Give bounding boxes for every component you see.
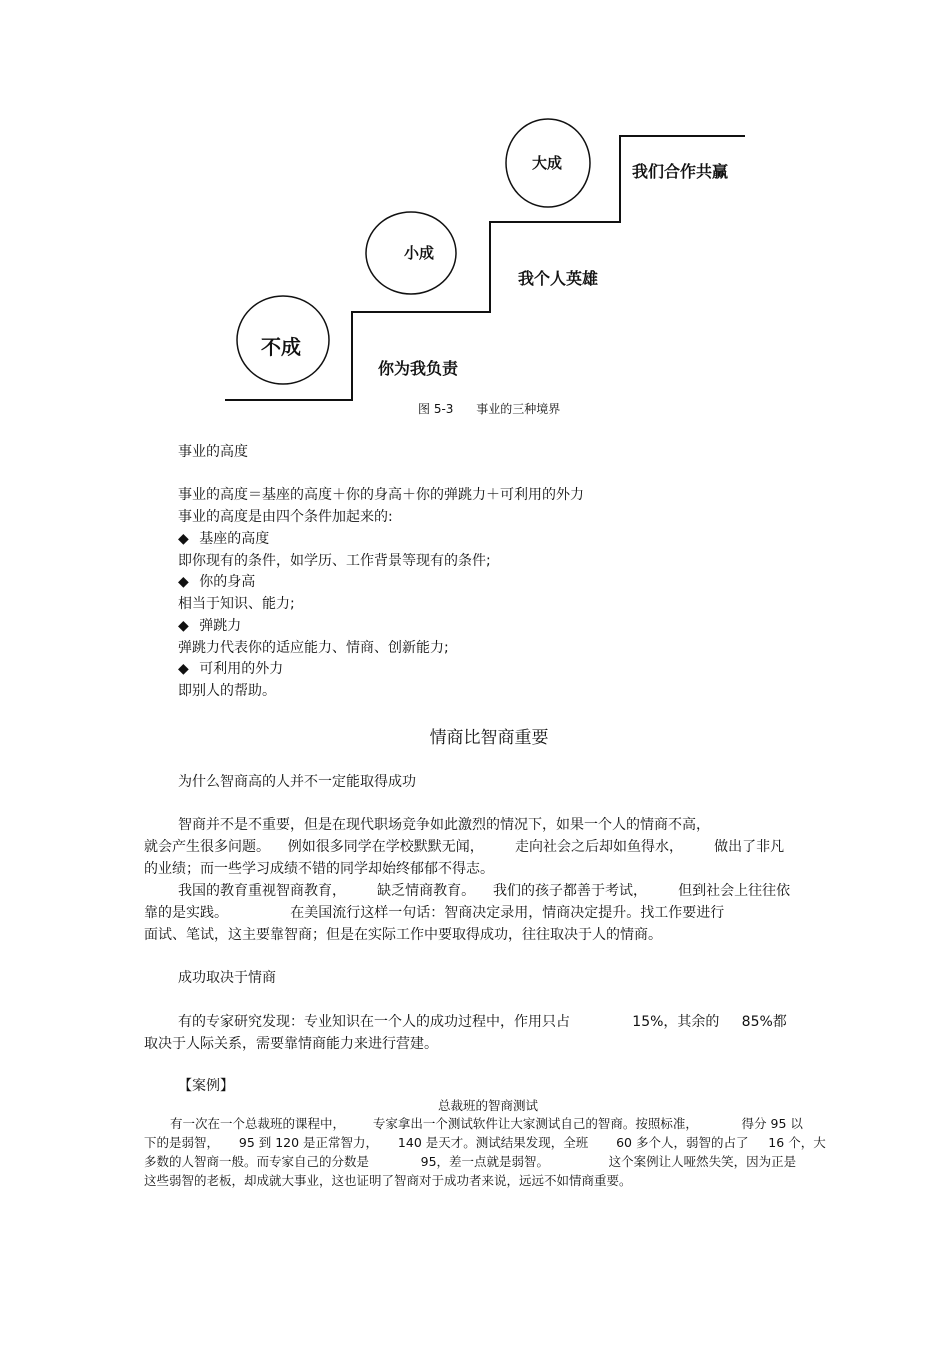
stage-caption-1: 你为我负责 bbox=[378, 359, 459, 378]
paragraph-line: 靠的是实践。 在美国流行这样一句话：智商决定录用，情商决定提升。找工作要进行 bbox=[144, 905, 725, 921]
stage-label-3: 大成 bbox=[531, 154, 563, 172]
case-line: 有一次在一个总裁班的课程中， 专家拿出一个测试软件让大家测试自己的智商。按照标准， 得分 95 以 bbox=[170, 1116, 803, 1131]
bullet-item bbox=[178, 571, 255, 593]
bullet-icon: ◆ bbox=[178, 618, 189, 634]
figure-caption: 图 5-3 事业的三种境界 bbox=[418, 402, 561, 416]
bullet-desc: 即你现有的条件，如学历、工作背景等现有的条件; bbox=[178, 553, 491, 569]
paragraph-line: 的业绩；而一些学习成绩不错的同学却始终郁郁不得志。 bbox=[144, 861, 494, 877]
bullet-title: 基座的高度 bbox=[199, 531, 270, 547]
section-title: 情商比智商重要 bbox=[429, 728, 549, 748]
bullet-icon: ◆ bbox=[178, 574, 189, 590]
paragraph-line: 取决于人际关系，需要靠情商能力来进行营建。 bbox=[144, 1036, 438, 1052]
paragraph-line: 面试、笔试，这主要靠智商；但是在实际工作中要取得成功，往往取决于人的情商。 bbox=[144, 927, 662, 943]
section-heading: 事业的高度 bbox=[178, 444, 248, 460]
bullet-item bbox=[178, 528, 269, 550]
case-label: 【案例】 bbox=[178, 1078, 234, 1094]
section-intro: 事业的高度是由四个条件加起来的: bbox=[178, 509, 393, 525]
height-formula: 事业的高度＝基座的高度＋你的身高＋你的弹跳力＋可利用的外力 bbox=[178, 487, 584, 503]
bullet-title: 可利用的外力 bbox=[199, 661, 284, 677]
paragraph-line: 有的专家研究发现：专业知识在一个人的成功过程中，作用只占 15%，其余的 85%都 bbox=[178, 1014, 787, 1030]
case-line: 多数的人智商一般。而专家自己的分数是 95，差一点就是弱智。 这个案例让人哑然失笑，因为正是 bbox=[144, 1154, 797, 1169]
bullet-icon: ◆ bbox=[178, 661, 189, 677]
case-line: 下的是弱智， 95 到 120 是正常智力， 140 是天才。测试结果发现，全班 60 多个人，弱智的占了 16 个，大 bbox=[144, 1135, 826, 1150]
bullet-icon: ◆ bbox=[178, 531, 189, 547]
subheading: 为什么智商高的人并不一定能取得成功 bbox=[178, 774, 416, 790]
paragraph-line: 就会产生很多问题。 例如很多同学在学校默默无闻， 走向社会之后却如鱼得水， 做出了非凡 bbox=[144, 839, 785, 855]
paragraph-line: 我国的教育重视智商教育， 缺乏情商教育。 我们的孩子都善于考试， 但到社会上往往依 bbox=[178, 883, 791, 899]
stage-caption-2: 我个人英雄 bbox=[518, 269, 599, 288]
career-stairs-diagram bbox=[0, 0, 950, 420]
case-line: 这些弱智的老板，却成就大事业，这也证明了智商对于成功者来说，远远不如情商重要。 bbox=[144, 1173, 632, 1188]
bullet-desc: 相当于知识、能力; bbox=[178, 596, 295, 612]
stage-label-1: 不成 bbox=[261, 335, 301, 359]
stage-caption-3: 我们合作共赢 bbox=[632, 162, 729, 181]
bullet-item bbox=[178, 658, 283, 680]
stage-label-2: 小成 bbox=[403, 244, 435, 262]
paragraph-line: 智商并不是不重要，但是在现代职场竞争如此激烈的情况下，如果一个人的情商不高， bbox=[178, 817, 710, 833]
subheading: 成功取决于情商 bbox=[178, 970, 276, 986]
bullet-title: 你的身高 bbox=[199, 574, 256, 590]
bullet-desc: 即别人的帮助。 bbox=[178, 683, 276, 699]
bullet-title: 弹跳力 bbox=[199, 618, 242, 634]
bullet-item bbox=[178, 615, 241, 637]
case-title: 总裁班的智商测试 bbox=[437, 1098, 538, 1113]
bullet-desc: 弹跳力代表你的适应能力、情商、创新能力; bbox=[178, 640, 449, 656]
